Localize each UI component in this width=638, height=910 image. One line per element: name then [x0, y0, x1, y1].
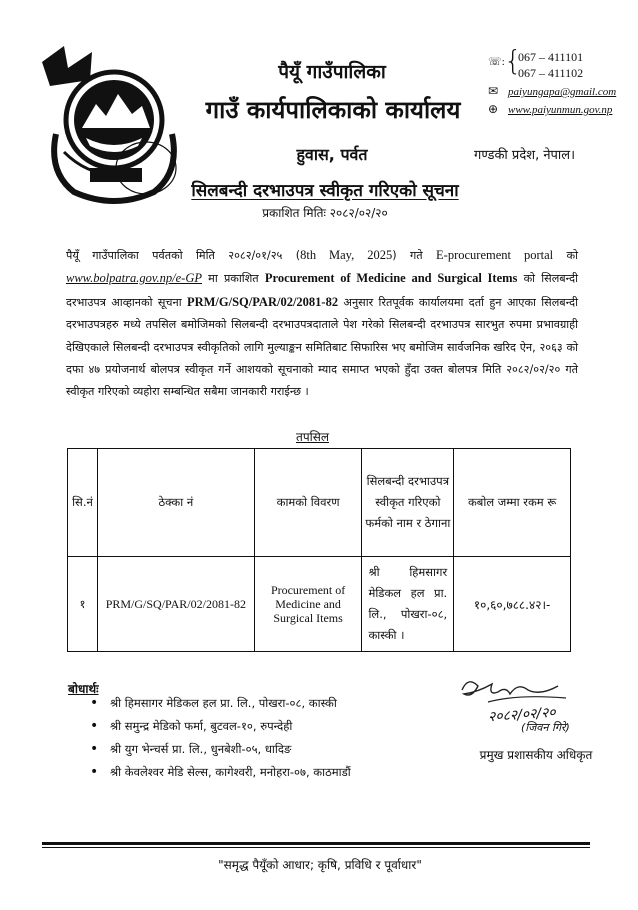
contract-number-cell: PRM/G/SQ/PAR/02/2081-82 — [97, 557, 254, 652]
serial-number-cell: १ — [68, 557, 98, 652]
globe-icon: ⊕ — [488, 102, 499, 116]
body-text-segment: मा प्रकाशित — [202, 272, 265, 286]
signatory-name: (जिवन गिरे) — [521, 721, 570, 734]
list-item: • श्री समुन्द्र मेडिको फर्मा, बुटवल-१०, रुपन्देही — [88, 715, 408, 738]
column-header: सिलबन्दी दरभाउपत्र स्वीकृत गरिएको फर्मको नाम र ठेगाना — [362, 449, 454, 557]
bolpatra-link[interactable]: www.bolpatra.gov.np/e-GP — [66, 271, 202, 286]
cc-list — [88, 692, 408, 784]
phone-number: 067 – 411102 — [518, 66, 584, 80]
office-name: गाउँ कार्यपालिकाको कार्यालय — [205, 96, 461, 124]
cc-label: बोधार्थः — [68, 682, 99, 696]
province-country: गण्डकी प्रदेश, नेपाल। — [474, 148, 576, 163]
signatory-title: प्रमुख प्रशासकीय अधिकृत — [479, 748, 593, 762]
awarded-firm-cell: श्री हिमसागर मेडिकल हल प्रा. लि., पोखरा-०८, कास्की । — [362, 557, 454, 652]
phone-number: 067 – 411101 — [518, 50, 584, 64]
body-text-segment: को सिलबन्दी दरभाउपत्र आव्हानको सूचना — [66, 272, 578, 309]
notice-reference-number: PRM/G/SQ/PAR/02/2081-82 — [186, 294, 339, 309]
column-header: कबोल जम्मा रकम रू — [454, 449, 571, 557]
bid-amount-cell: १०,६०,७८८.४२।- — [454, 557, 571, 652]
list-item: • श्री युग भेन्चर्स प्रा. लि., धुनबेशी-०५, धादिङ — [88, 738, 408, 761]
procurement-title: Procurement of Medicine and Surgical Items — [264, 271, 518, 286]
municipality-name: पैयूँ गाउँपालिका — [278, 61, 386, 83]
body-date-english: 8th May, 2025 — [300, 248, 393, 262]
work-description-cell: Procurement of Medicine and Surgical Items — [254, 557, 362, 652]
body-text-segment: अनुसार रितपूर्वक कार्यालयमा दर्ता हुन आएका सिलबन्दी दरभाउपत्रहरु मध्ये तपसिल बमोजिमको सिलबन्दी दरभाउपत्रदाताले पेश गरेको सिलबन्दी दरभाउपत्र सारभुत रुपमा प्रभावग्राही देखिएकाले सिलबन्दी दरभाउपत्र स्वीकृतिको लागि मुल्याङ्कन समितिबाट सिफारिस भए बमोजिम सार्वजनिक खरिद ऐन, २०६३ को दफा ४७ प्रयोजनार्थ बोलपत्र स्वीकृत गर्ने आशयको सूचनाको म्याद समाप्त भएको हुँदा उक्त बोलपत्र मिति २०८२/०२/२० गते स्वीकृत गरिएको व्यहोरा सम्बन्धित सबैमा जानकारी गराईन्छ । — [66, 295, 578, 399]
office-location: हुवास, पर्वत — [296, 145, 368, 164]
list-item: • श्री केवलेश्वर मेडि सेल्स, कागेश्वरी, मनोहरा-०७, काठमाडौं — [88, 761, 408, 784]
notice-title: सिलबन्दी दरभाउपत्र स्वीकृत गरिएको सूचना — [191, 181, 459, 201]
signature-date: २०८२/०२/२० — [487, 704, 557, 726]
website-link[interactable]: www.paiyunmun.gov.np — [508, 104, 613, 116]
website-row — [488, 102, 612, 116]
column-header: ठेक्का नं — [97, 449, 254, 557]
body-text-segment: E-procurement portal — [436, 248, 554, 262]
phone-icon: ☏: — [488, 56, 505, 68]
body-text-segment: ) गते — [392, 249, 437, 262]
footer-divider — [42, 842, 590, 845]
email-link[interactable]: paiyungapa@gmail.com — [508, 86, 617, 98]
list-item: • श्री हिमसागर मेडिकल हल प्रा. लि., पोखरा-०८, कास्की — [88, 692, 408, 715]
column-header: सि.नं — [68, 449, 98, 557]
column-header: कामको विवरण — [254, 449, 362, 557]
body-text-segment: को — [553, 249, 579, 262]
emblem-icon — [34, 42, 194, 212]
table-row — [68, 557, 571, 652]
schedule-label: तपसिल — [296, 430, 330, 444]
body-text-segment: पैयूँ गाउँपालिका पर्वतको मिति २०८२/०१/२५ ( — [66, 249, 301, 262]
published-date: प्रकाशित मितिः २०८२/०२/२० — [262, 206, 388, 220]
footer-divider — [42, 847, 590, 848]
table-header-row — [68, 449, 571, 557]
email-icon: ✉ — [488, 84, 499, 98]
brace-icon: { — [504, 44, 522, 77]
email-row — [488, 84, 616, 98]
footer-motto: "समृद्ध पैयूँको आधार; कृषि, प्रविधि र पूर्वाधार" — [218, 858, 422, 872]
notice-body — [66, 244, 578, 404]
award-table — [67, 448, 571, 652]
